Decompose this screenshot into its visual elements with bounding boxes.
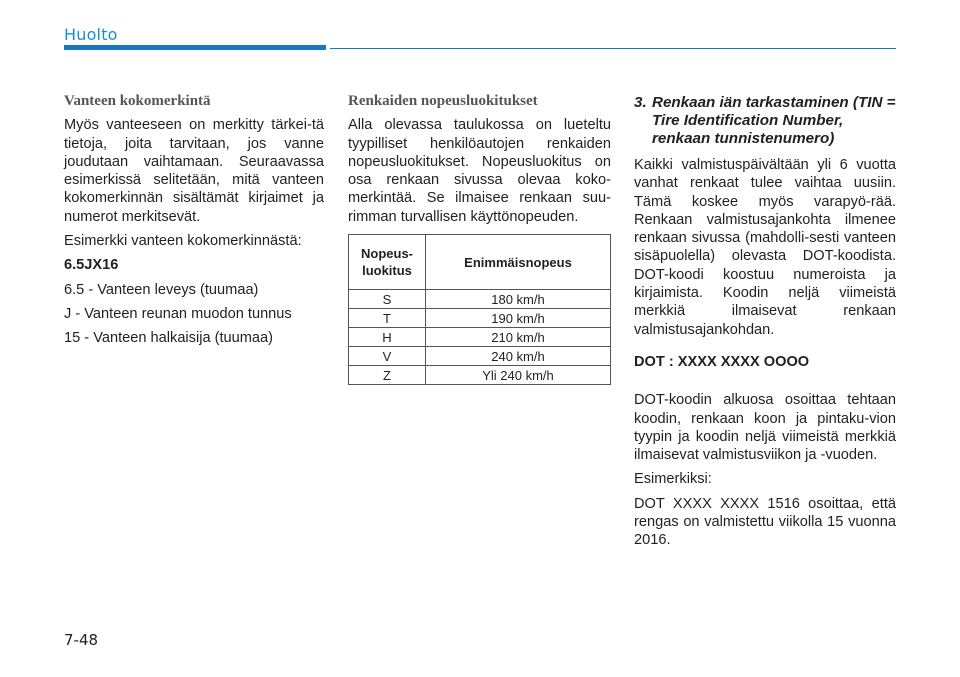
table-row	[349, 347, 611, 366]
example-label: Esimerkiksi:	[634, 471, 712, 488]
section-title: Huolto	[64, 25, 118, 44]
table-cell-rating: T	[349, 309, 426, 328]
dot-explanation-paragraph: DOT-koodin alkuosa osoittaa tehtaan koodin, renkaan koon ja pintaku-vion tyypin ja koodin neljä viimeistä merkkiä ilmaisevat valmistusviikon ja -vuoden.	[634, 392, 896, 464]
table-cell-rating: V	[349, 347, 426, 366]
table-row	[349, 290, 611, 309]
tire-age-paragraph: Kaikki valmistuspäivältään yli 6 vuotta vanhat renkaat tulee vaihtaa uusiin. Tämä koskee myös varapyö-rää. Renkaan valmistusajankohta ilmenee renkaan sivussa (mahdolli-sesti vanteen sisäpuolella) olevasta DOT-koodista. DOT-koodi koostuu numeroista ja kirjaimista. Koodin neljä viimeistä merkkiä ilmaisevat renkaan valmistusajankohdan.	[634, 157, 896, 338]
table-cell-rating: H	[349, 328, 426, 347]
rim-size-example: 6.5JX16	[64, 257, 119, 274]
table-cell-speed: 240 km/h	[426, 347, 611, 366]
rim-size-item: 6.5 - Vanteen leveys (tuumaa)	[64, 281, 259, 298]
table-row	[349, 366, 611, 385]
dot-code: DOT : XXXX XXXX OOOO	[634, 353, 810, 370]
header-rule-thin	[330, 48, 896, 49]
rim-size-item: 15 - Vanteen halkaisija (tuumaa)	[64, 330, 274, 347]
tire-age-heading-text: Renkaan iän tarkastaminen (TIN = Tire Identification Number, renkaan tunnistenumero)	[652, 94, 896, 147]
tire-age-heading-number: 3.	[634, 94, 647, 111]
table-row	[349, 328, 611, 347]
rim-size-paragraph: Myös vanteeseen on merkitty tärkei-tä tietoja, joita tarvitaan, jos vanne joudutaan vaihtamaan. Seuraavassa esimerkissä selitetään, mitä vanteen kokomerkinnän sisältämät kirjaimet ja numerot merkitsevät.	[64, 117, 324, 225]
column-tire-age	[634, 94, 896, 556]
speed-rating-table	[348, 234, 611, 385]
table-cell-rating: Z	[349, 366, 426, 385]
column-header-max-speed: Enimmäisnopeus	[426, 235, 611, 290]
column-speed-ratings	[348, 92, 611, 232]
table-cell-speed: 190 km/h	[426, 309, 611, 328]
rim-size-item: J - Vanteen reunan muodon tunnus	[64, 305, 292, 322]
speed-ratings-paragraph: Alla olevassa taulukossa on lueteltu tyypilliset henkilöautojen renkaiden nopeusluokitukset. Nopeusluokitus on osa renkaan sivussa olevaa koko-merkintää. Se ilmaisee renkaan suu-rimman turvallisen käyttönopeuden.	[348, 117, 611, 225]
rim-size-heading: Vanteen kokomerkintä	[64, 93, 211, 109]
table-header-row	[349, 235, 611, 290]
table-row	[349, 309, 611, 328]
table-cell-speed: 180 km/h	[426, 290, 611, 309]
header-rule-thick	[64, 45, 326, 50]
table-cell-speed: Yli 240 km/h	[426, 366, 611, 385]
column-rim-size	[64, 92, 324, 354]
table-cell-speed: 210 km/h	[426, 328, 611, 347]
tire-age-heading	[634, 94, 896, 148]
rim-size-example-intro: Esimerkki vanteen kokomerkinnästä:	[64, 233, 302, 250]
page-number: 7-48	[64, 631, 99, 649]
speed-ratings-heading: Renkaiden nopeusluokitukset	[348, 93, 538, 109]
column-header-rating: Nopeus-luokitus	[349, 235, 426, 290]
example-paragraph: DOT XXXX XXXX 1516 osoittaa, että rengas on valmistettu viikolla 15 vuonna 2016.	[634, 495, 896, 549]
table-cell-rating: S	[349, 290, 426, 309]
